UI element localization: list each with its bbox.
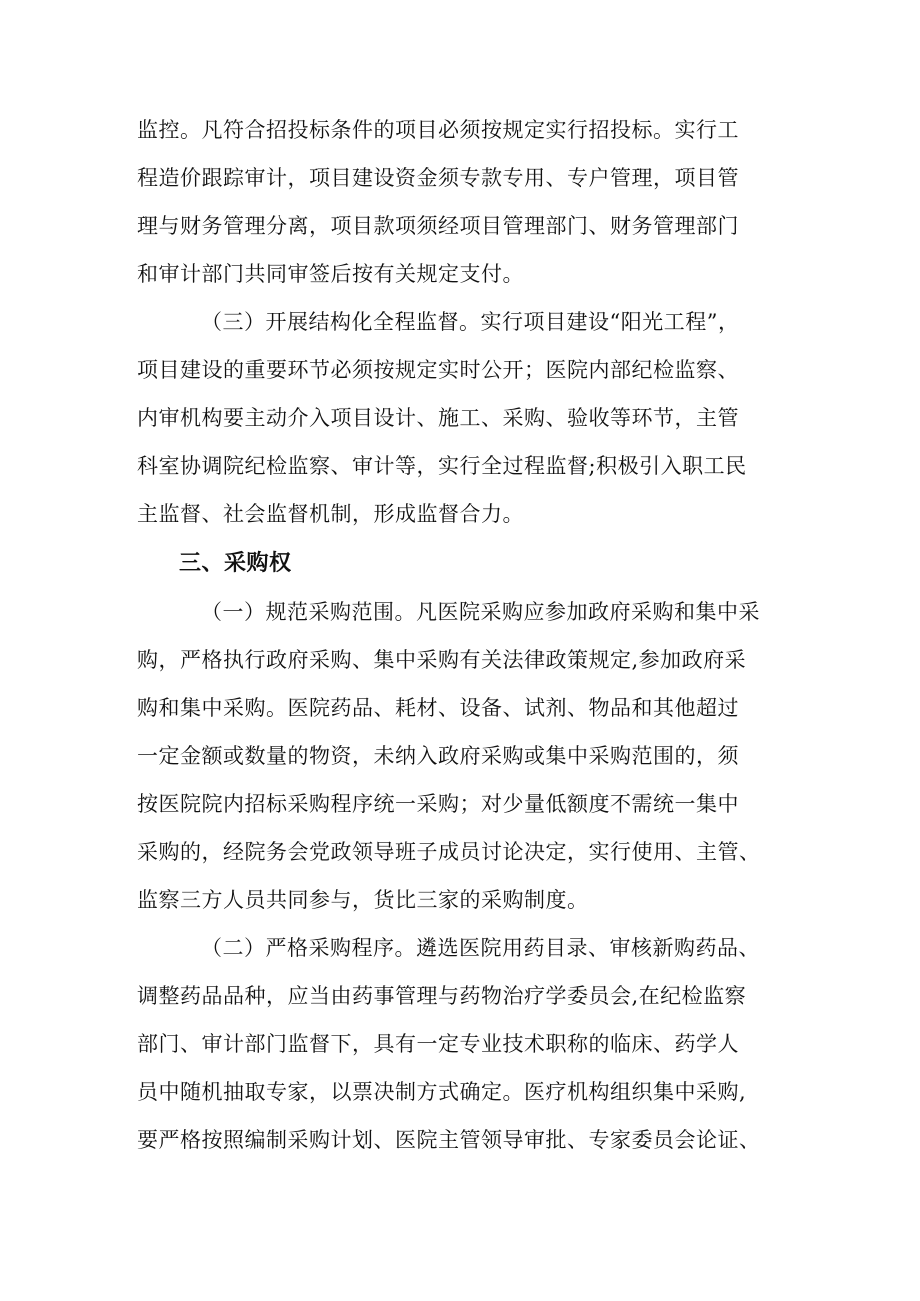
body-text-line: 项目建设的重要环节必须按规定实时公开；医院内部纪检监察、	[137, 358, 739, 382]
body-text-line: 程造价跟踪审计，项目建设资金须专款专用、专户管理，项目管	[137, 166, 739, 190]
body-text-line: （三）开展结构化全程监督。实行项目建设“阳光工程”，	[201, 310, 740, 334]
body-text-line: 要严格按照编制采购计划、医院主管领导审批、专家委员会论证、	[137, 1128, 761, 1152]
body-text-line: （二）严格采购程序。遴选医院用药目录、审核新购药品、	[201, 936, 760, 960]
body-text-line: 购，严格执行政府采购、集中采购有关法律政策规定,参加政府采	[137, 648, 747, 672]
body-text-line: 和审计部门共同审签后按有关规定支付。	[137, 262, 524, 286]
body-text-line: 一定金额或数量的物资，未纳入政府采购或集中采购范围的，须	[137, 744, 739, 768]
body-text-line: 按医院院内招标采购程序统一采购；对少量低额度不需统一集中	[137, 792, 739, 816]
body-text-line: 员中随机抽取专家，以票决制方式确定。医疗机构组织集中采购,	[137, 1080, 747, 1104]
body-text-line: 购和集中采购。医院药品、耗材、设备、试剂、物品和其他超过	[137, 696, 739, 720]
body-text-line: 监察三方人员共同参与，货比三家的采购制度。	[137, 888, 589, 912]
body-text-line: 监控。凡符合招投标条件的项目必须按规定实行招投标。实行工	[137, 118, 739, 142]
body-text-line: 主监督、社会监督机制，形成监督合力。	[137, 502, 524, 526]
body-text-line: 理与财务管理分离，项目款项须经项目管理部门、财务管理部门	[137, 214, 739, 238]
body-text-line: 部门、审计部门监督下，具有一定专业技术职称的临床、药学人	[137, 1032, 739, 1056]
body-text-line: 采购的，经院务会党政领导班子成员讨论决定，实行使用、主管、	[137, 840, 761, 864]
body-text-line: 调整药品品种，应当由药事管理与药物治疗学委员会,在纪检监察	[137, 984, 747, 1008]
body-text-line: （一）规范采购范围。凡医院采购应参加政府采购和集中采	[201, 600, 760, 624]
body-text-line: 科室协调院纪检监察、审计等，实行全过程监督;积极引入职工民	[137, 454, 747, 478]
section-heading: 三、采购权	[179, 551, 292, 576]
body-text-line: 内审机构要主动介入项目设计、施工、采购、验收等环节，主管	[137, 406, 739, 430]
